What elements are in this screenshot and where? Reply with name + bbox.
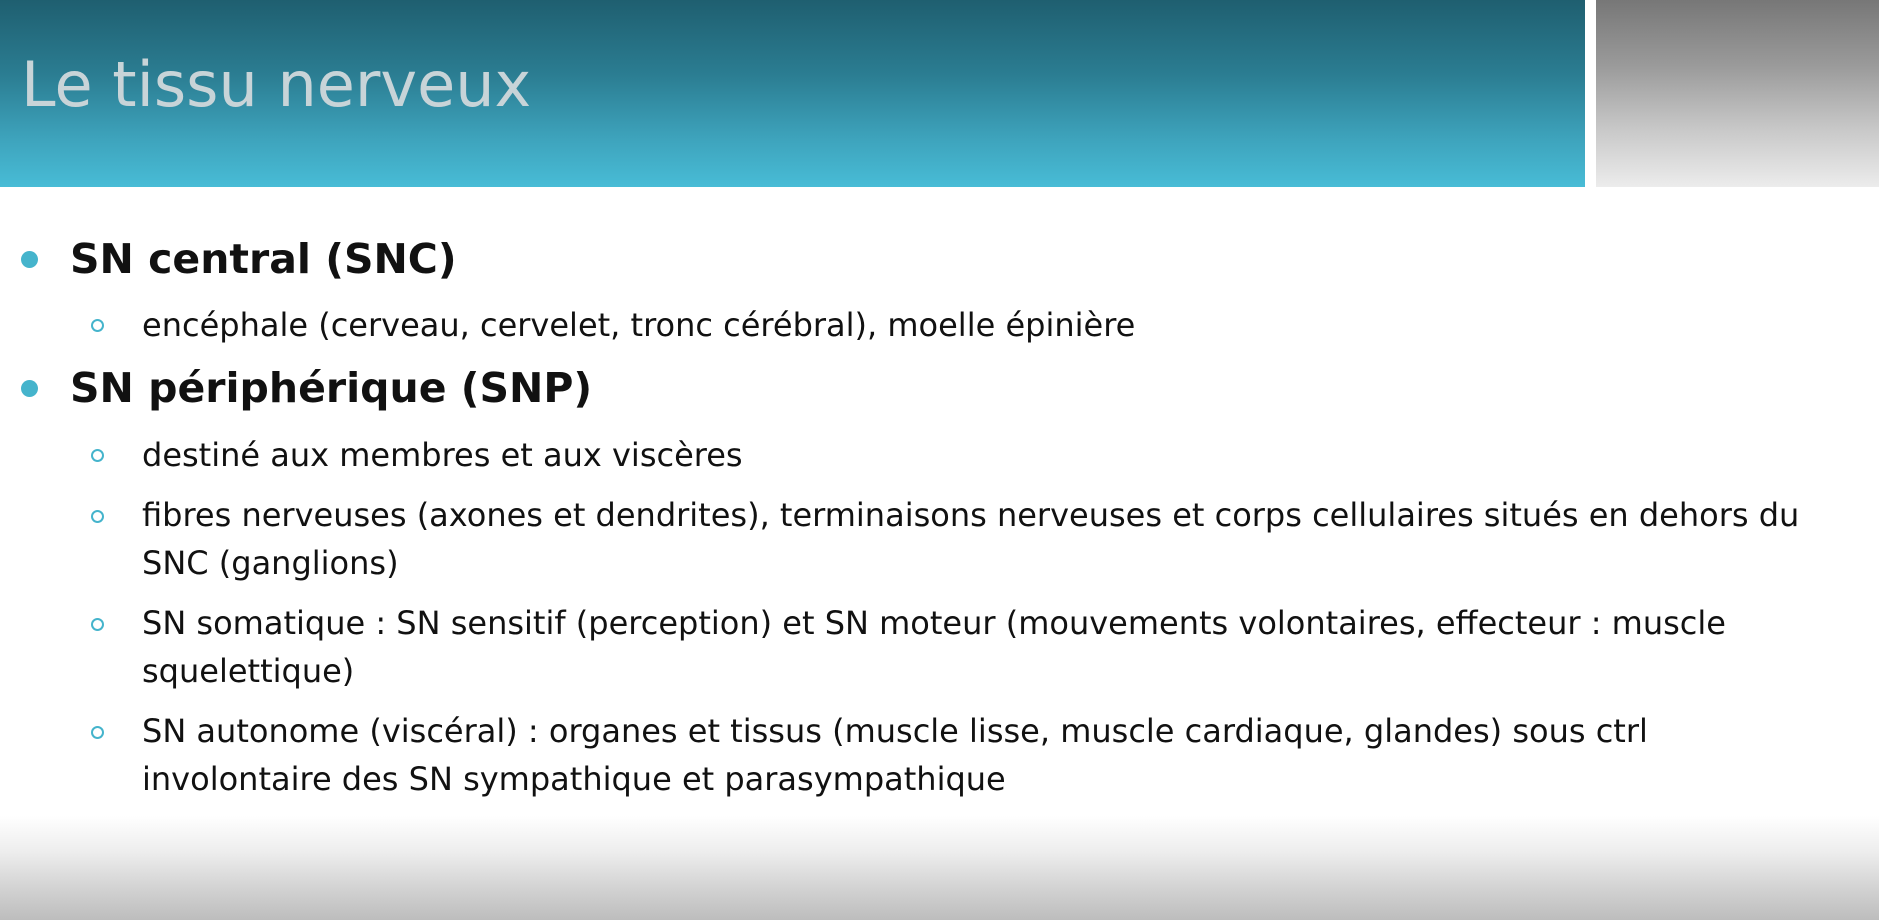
bullet-heading-snp: SN périphérique (SNP) xyxy=(70,364,593,412)
sub-bullet-text: destiné aux membres et aux viscères xyxy=(142,436,743,474)
sub-bullet-text: SN autonome (viscéral) : organes et tissus (muscle lisse, muscle cardiaque, glandes) sous ctrl involontaire des SN sympathique et parasympathique xyxy=(142,712,1648,798)
slide-title: Le tissu nerveux xyxy=(21,48,532,121)
sub-bullet-text: fibres nerveuses (axones et dendrites), terminaisons nerveuses et corps cellulaires situés en dehors du SNC (ganglions) xyxy=(142,496,1800,582)
sub-bullet-ring-icon xyxy=(91,319,104,332)
sub-bullet-text: encéphale (cerveau, cervelet, tronc cérébral), moelle épinière xyxy=(142,306,1136,344)
bullet-dot-icon xyxy=(21,380,38,397)
bullet-heading-snc: SN central (SNC) xyxy=(70,235,457,283)
sub-bullet-ring-icon xyxy=(91,726,104,739)
sub-bullet-ring-icon xyxy=(91,510,104,523)
bullet-dot-icon xyxy=(21,251,38,268)
sub-bullet-ring-icon xyxy=(91,449,104,462)
sub-bullet-ring-icon xyxy=(91,618,104,631)
footer-gradient xyxy=(0,816,1879,920)
sub-bullet-text: SN somatique : SN sensitif (perception) et SN moteur (mouvements volontaires, effecteur : muscle squelettique) xyxy=(142,604,1726,690)
